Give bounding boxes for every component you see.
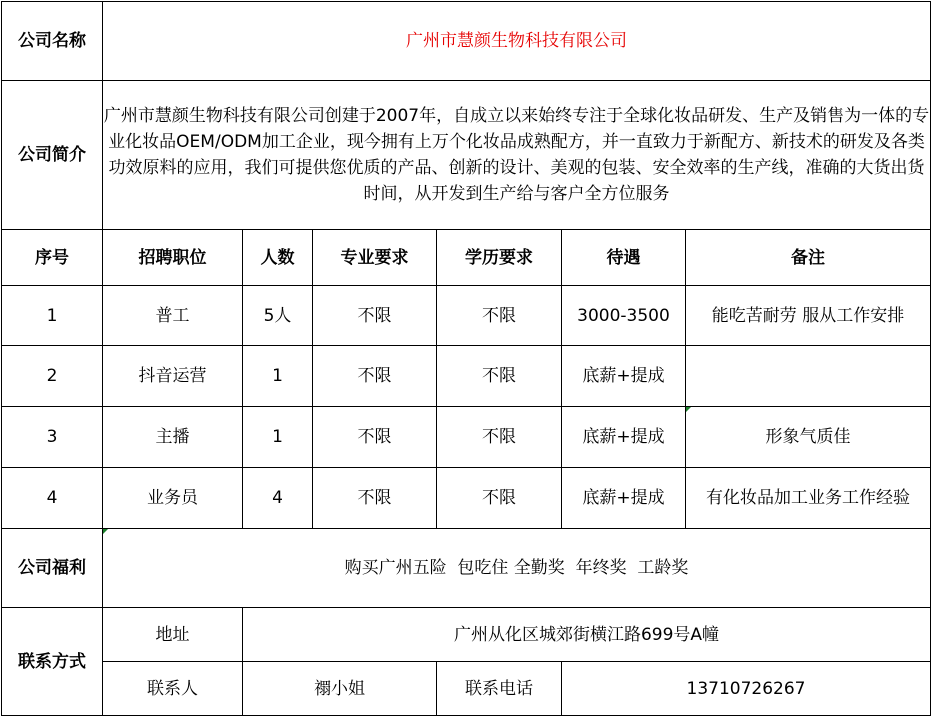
contact-person-value: 禤小姐: [243, 662, 437, 716]
row-index: 4: [2, 468, 103, 529]
row-count: 5人: [243, 286, 313, 346]
benefits-row: [2, 529, 931, 608]
benefits-label: 公司福利: [2, 529, 103, 608]
jobs-header-row: [2, 230, 931, 286]
table-row: [2, 407, 931, 468]
header-count: 人数: [243, 230, 313, 286]
company-intro-row: [2, 81, 931, 230]
row-education: 不限: [437, 468, 562, 529]
row-notes: 能吃苦耐劳 服从工作安排: [686, 286, 931, 346]
row-index: 1: [2, 286, 103, 346]
address-label: 地址: [103, 608, 243, 662]
recruitment-sheet: [1, 1, 931, 716]
header-salary: 待遇: [562, 230, 686, 286]
row-education: 不限: [437, 346, 562, 407]
header-index: 序号: [2, 230, 103, 286]
row-notes: 形象气质佳: [686, 407, 931, 468]
row-major: 不限: [313, 468, 437, 529]
table-row: [2, 286, 931, 346]
header-education: 学历要求: [437, 230, 562, 286]
row-salary: 底薪+提成: [562, 468, 686, 529]
row-salary: 3000-3500: [562, 286, 686, 346]
header-notes: 备注: [686, 230, 931, 286]
contact-person-row: [2, 662, 931, 716]
row-major: 不限: [313, 286, 437, 346]
row-index: 3: [2, 407, 103, 468]
header-major: 专业要求: [313, 230, 437, 286]
row-index: 2: [2, 346, 103, 407]
table-row: [2, 346, 931, 407]
contact-label: 联系方式: [2, 608, 103, 716]
header-position: 招聘职位: [103, 230, 243, 286]
address-value: 广州从化区城郊街横江路699号A幢: [243, 608, 931, 662]
row-major: 不限: [313, 346, 437, 407]
table-row: [2, 468, 931, 529]
row-salary: 底薪+提成: [562, 407, 686, 468]
row-position: 普工: [103, 286, 243, 346]
row-education: 不限: [437, 286, 562, 346]
benefits-text: 购买广州五险 包吃住 全勤奖 年终奖 工龄奖: [103, 529, 931, 608]
row-notes: 有化妆品加工业务工作经验: [686, 468, 931, 529]
row-position: 抖音运营: [103, 346, 243, 407]
company-name-label: 公司名称: [2, 2, 103, 81]
phone-label: 联系电话: [437, 662, 562, 716]
row-position: 主播: [103, 407, 243, 468]
phone-value: 13710726267: [562, 662, 931, 716]
row-salary: 底薪+提成: [562, 346, 686, 407]
company-name: 广州市慧颜生物科技有限公司: [103, 2, 931, 81]
company-name-row: [2, 2, 931, 81]
company-intro: 广州市慧颜生物科技有限公司创建于2007年，自成立以来始终专注于全球化妆品研发、生产及销售为一体的专业化妆品OEM/ODM加工企业，现今拥有上万个化妆品成熟配方，并一直致力于新配方、新技术的研发及各类功效原料的应用，我们可提供您优质的产品、创新的设计、美观的包装、安全效率的生产线，准确的大货出货时间，从开发到生产给与客户全方位服务: [103, 81, 931, 230]
row-major: 不限: [313, 407, 437, 468]
row-count: 4: [243, 468, 313, 529]
contact-person-label: 联系人: [103, 662, 243, 716]
company-intro-label: 公司简介: [2, 81, 103, 230]
contact-address-row: [2, 608, 931, 662]
row-education: 不限: [437, 407, 562, 468]
row-count: 1: [243, 407, 313, 468]
row-count: 1: [243, 346, 313, 407]
row-position: 业务员: [103, 468, 243, 529]
row-notes: [686, 346, 931, 407]
